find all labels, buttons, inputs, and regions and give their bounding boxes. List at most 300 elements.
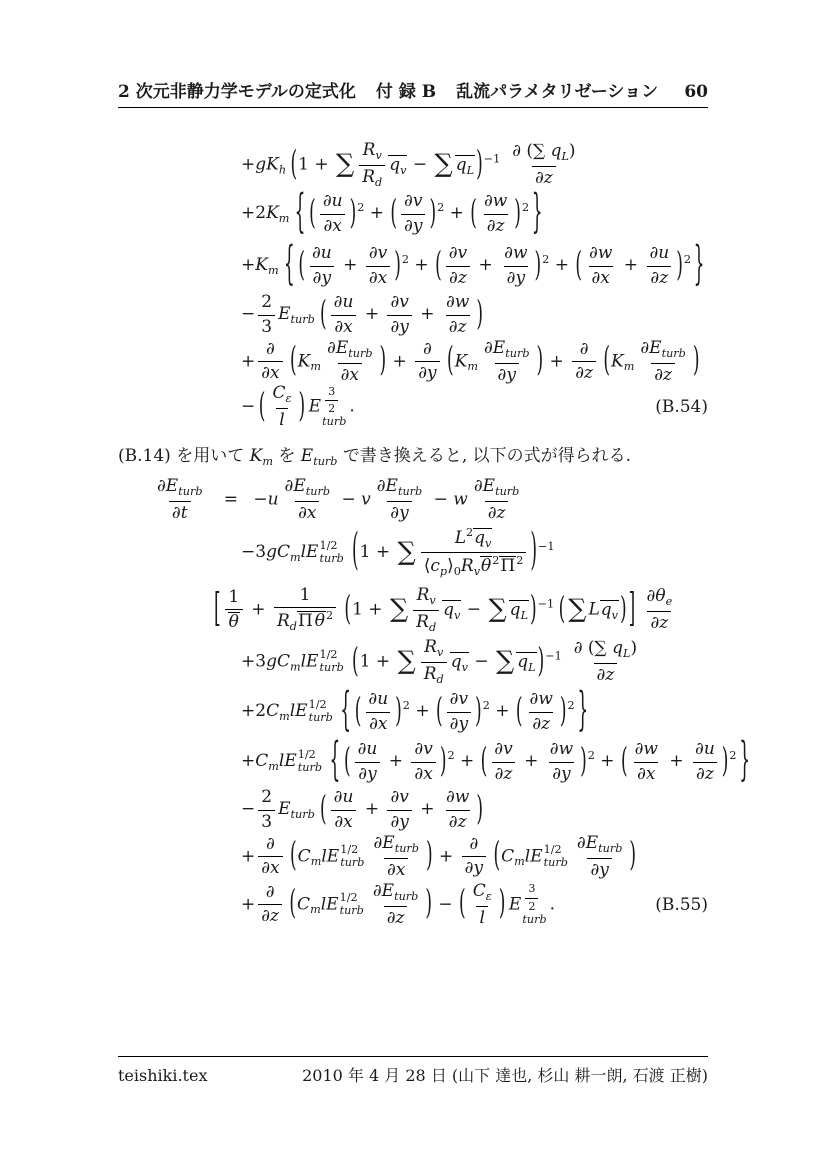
math-mov — [442, 600, 461, 622]
math-mi: l — [524, 846, 531, 867]
math-msup: 2 — [567, 699, 575, 713]
math-fd — [492, 762, 516, 784]
math-mi: K — [266, 203, 279, 224]
math-eqnum: (B.55) — [655, 895, 708, 915]
math-msup: 2 — [521, 201, 530, 215]
equation-line — [118, 441, 758, 468]
math-mdel: } — [693, 237, 705, 292]
math-mfrac — [644, 587, 676, 633]
math-msum: ∑ — [389, 594, 409, 625]
math-msum: ∑ — [434, 149, 453, 180]
math-msum: ∑ — [488, 594, 507, 625]
math-msum: ∑ — [496, 646, 515, 677]
math-mo: ∂ — [157, 476, 166, 497]
math-mi: x — [600, 267, 610, 288]
math-mi: E — [382, 833, 395, 854]
math-mfrac — [258, 293, 275, 336]
math-mi: u — [267, 489, 279, 510]
math-mdel: ( — [515, 691, 523, 731]
math-mss — [319, 649, 343, 675]
math-mi: v — [399, 787, 409, 808]
math-fn — [481, 339, 533, 362]
math-fd — [421, 552, 527, 578]
math-mdel: ) — [476, 294, 483, 334]
math-mo: ∂ — [464, 858, 474, 879]
page-number: 60 — [684, 82, 708, 102]
math-fd — [587, 858, 611, 880]
math-mo: ∂ — [390, 502, 400, 523]
math-mi: w — [454, 787, 470, 808]
math-mi: y — [367, 763, 377, 784]
math-mi: E — [492, 338, 506, 359]
math-ssb: turb — [543, 855, 568, 869]
math-mdel: ) — [395, 691, 402, 731]
math-fn — [387, 293, 411, 314]
math-fn — [269, 384, 294, 407]
math-mfrac — [225, 588, 243, 632]
math-mfrac — [370, 834, 422, 880]
math-mo: ∂ — [445, 787, 455, 808]
math-mi: E — [308, 396, 322, 417]
math-fn — [509, 142, 578, 165]
math-mss — [319, 540, 343, 566]
math-mi: θ — [655, 586, 666, 607]
math-fd — [476, 906, 487, 928]
math-mdel: ( — [470, 193, 477, 233]
math-mo: ∂ — [266, 834, 275, 855]
math-mdel: ) — [498, 883, 506, 924]
math-fd — [504, 266, 528, 288]
math-mi: y — [321, 267, 332, 288]
math-mo: 1 — [299, 585, 311, 606]
math-mi: y — [399, 502, 409, 523]
math-mfrac — [470, 882, 495, 928]
math-mi: θ — [314, 611, 326, 632]
math-msub: d — [375, 175, 383, 189]
math-mo: − — [241, 396, 256, 417]
math-fn — [632, 740, 661, 761]
math-eqline — [213, 586, 678, 634]
math-msub: v — [461, 660, 468, 674]
math-fd — [532, 166, 556, 188]
math-msub: v — [429, 593, 436, 607]
math-mi: z — [457, 267, 467, 288]
math-mo: +2 — [241, 701, 267, 722]
math-mo: ∂ — [386, 907, 396, 928]
math-mi: w — [597, 243, 613, 264]
math-mo: ∂ — [649, 243, 659, 264]
math-mfrac — [274, 586, 336, 633]
math-mo: + — [241, 894, 256, 915]
math-fd — [258, 856, 282, 878]
math-mo: ∂ — [312, 243, 321, 264]
math-mi: t — [180, 502, 188, 523]
math-mfrac — [355, 740, 381, 783]
math-mi: w — [454, 292, 470, 313]
math-mi: E — [306, 542, 319, 563]
math-mdel: { — [283, 237, 295, 292]
math-mo: ∂ — [390, 316, 400, 337]
math-mo: ∂ — [284, 476, 294, 497]
math-mi: u — [377, 689, 389, 710]
math-fd — [525, 898, 538, 914]
math-msub: v — [400, 163, 407, 177]
math-mdel: ) — [530, 589, 537, 629]
math-mi: E — [482, 476, 496, 497]
math-mo: ∂ — [596, 664, 606, 685]
math-mo: ∂ — [506, 267, 516, 288]
math-fn — [370, 834, 422, 857]
math-mi: v — [412, 191, 423, 212]
math-mi: z — [541, 713, 551, 734]
math-eqline — [241, 237, 705, 292]
math-mi: E — [306, 651, 319, 672]
math-mi: C — [472, 881, 486, 902]
math-mi: l — [321, 846, 327, 867]
math-fd — [693, 762, 717, 784]
math-mi: K — [266, 154, 279, 175]
math-mo: = — [223, 489, 239, 510]
math-mo: ∂ — [646, 586, 656, 607]
math-mo: − — [432, 894, 459, 915]
math-fn — [387, 788, 411, 809]
math-fn — [466, 835, 481, 856]
math-fd — [651, 363, 675, 385]
math-mdel: ) — [530, 525, 538, 578]
equation-line — [118, 583, 708, 637]
math-mdel: ( — [309, 193, 316, 233]
math-msub: v — [473, 564, 481, 578]
math-mfrac — [574, 834, 626, 880]
math-ssp: 1/2 — [543, 843, 562, 857]
math-mi: K — [255, 255, 268, 276]
math-mi: x — [343, 811, 353, 832]
math-mi: C — [272, 383, 286, 404]
math-mdel: ( — [447, 340, 454, 381]
math-mo: ∂ — [414, 763, 424, 784]
math-mdel: ] — [628, 585, 636, 632]
math-mfrac — [325, 386, 338, 416]
math-mss — [522, 883, 546, 926]
math-msup: 2 — [401, 253, 409, 267]
math-msup: −1 — [545, 649, 562, 663]
math-ssb: turb — [308, 711, 333, 724]
math-fn — [154, 477, 206, 500]
math-ssb: turb — [297, 761, 323, 774]
math-mo: 1 — [228, 586, 240, 607]
math-mi: R — [416, 611, 429, 632]
math-fd — [384, 906, 408, 928]
math-msub: v — [375, 148, 382, 162]
math-mi: w — [492, 191, 508, 212]
math-fn — [644, 587, 676, 610]
math-mfrac — [401, 192, 425, 235]
math-ssb: turb — [322, 414, 347, 428]
math-mi: z — [457, 316, 467, 337]
math-mo: ∂ — [487, 502, 497, 523]
math-mo: − — [468, 651, 495, 672]
math-fd — [258, 810, 275, 832]
math-mi: u — [320, 243, 332, 264]
math-mi: R — [416, 585, 430, 606]
math-mo: ∂ — [449, 267, 458, 288]
math-msub: turb — [505, 347, 530, 361]
math-mo: ∂ — [372, 881, 382, 902]
math-msum: ∑ — [397, 646, 416, 677]
math-mo: ∂ — [486, 215, 496, 236]
math-mi: x — [332, 215, 342, 236]
math-mi: z — [704, 763, 714, 784]
math-mi: θ — [481, 556, 492, 577]
math-mi: g — [266, 542, 277, 563]
math-msum: ∑ — [397, 537, 416, 568]
math-mi: K — [297, 351, 311, 372]
math-mfrac — [692, 740, 718, 783]
math-mo: + — [473, 255, 499, 276]
math-ssb: turb — [319, 661, 344, 674]
math-msub: m — [279, 710, 290, 724]
math-mo: 2 — [328, 402, 336, 416]
math-msum: ∑ — [568, 594, 587, 625]
math-msup: 2 — [729, 749, 737, 763]
math-mo: 3 — [261, 811, 273, 832]
math-mi: v — [503, 739, 513, 760]
math-msub: d — [428, 620, 437, 634]
math-mi: C — [501, 846, 515, 867]
math-mdel: } — [531, 185, 543, 240]
math-mdel: ) — [580, 741, 587, 781]
math-fd — [387, 810, 411, 832]
math-fd — [415, 361, 439, 383]
math-mi: C — [276, 542, 290, 563]
math-msub: L — [520, 608, 529, 622]
math-mo: ∂ — [448, 243, 458, 264]
math-fd — [634, 762, 658, 784]
math-msup: 2 — [466, 526, 474, 540]
math-mo: ∂ — [266, 339, 275, 360]
math-mo: ∂ — [449, 713, 459, 734]
math-msub: v — [611, 608, 618, 622]
math-mss — [340, 844, 364, 870]
math-mo: ∂ — [445, 292, 455, 313]
math-mo: + — [359, 304, 385, 325]
math-mo: + — [337, 255, 363, 276]
math-mov — [297, 611, 314, 631]
math-mo: ∂ — [473, 476, 483, 497]
math-mo: ∂ — [575, 363, 584, 384]
math-mo: + — [433, 846, 459, 867]
math-msub: p — [439, 564, 448, 578]
math-mdel: ) — [425, 835, 433, 876]
math-mi: y — [599, 859, 609, 880]
math-fd — [529, 712, 553, 734]
math-mo: ∂ — [261, 363, 271, 384]
math-mfrac — [421, 527, 527, 578]
math-mi: q — [612, 638, 623, 659]
math-eqline — [241, 882, 555, 928]
math-mo: ∂ — [404, 215, 413, 236]
math-mo: ∂ — [695, 739, 704, 760]
math-mo: ∂ — [387, 859, 396, 880]
math-mo: +3 — [241, 651, 267, 672]
math-mdel: } — [577, 683, 589, 738]
math-mdel: } — [739, 733, 751, 788]
math-msub: turb — [305, 485, 331, 499]
math-mov — [450, 652, 469, 674]
math-mo: +2 — [241, 203, 267, 224]
math-fn — [452, 527, 496, 552]
math-mi: R — [423, 663, 437, 684]
math-msub: h — [278, 163, 287, 177]
math-fn — [297, 586, 314, 607]
math-fd — [274, 607, 336, 633]
math-msub: turb — [178, 485, 203, 499]
math-mi: x — [306, 502, 317, 523]
math-mdel: ( — [558, 591, 566, 628]
math-mo: ∂ — [357, 739, 367, 760]
math-fd — [495, 363, 519, 385]
math-msup: 2 — [326, 609, 334, 623]
math-fn — [470, 882, 495, 905]
math-mi: C — [255, 751, 269, 772]
math-mo: ∂ — [483, 191, 493, 212]
math-mo: ∂ — [576, 833, 586, 854]
math-fn — [360, 141, 385, 164]
math-fn — [577, 340, 592, 361]
math-eqline — [241, 788, 484, 831]
equation-line — [118, 237, 708, 292]
math-mi: K — [249, 446, 263, 466]
math-mss — [298, 749, 322, 775]
math-mfrac — [258, 788, 275, 831]
math-fd — [310, 266, 334, 288]
math-mo: + — [364, 203, 390, 224]
equation-line — [118, 881, 708, 929]
footer-filename: teishiki.tex — [118, 1066, 208, 1085]
math-ssp: 1/2 — [319, 648, 338, 662]
math-mi: g — [266, 651, 277, 672]
math-mdel: ( — [575, 245, 583, 285]
math-mo: + — [241, 255, 256, 276]
math-mdel: ) — [425, 883, 432, 924]
math-mi: C — [297, 894, 311, 915]
math-mo: ∂ — [591, 267, 601, 288]
math-mr: (B.14) を用いて — [118, 446, 250, 466]
math-mdel: ( — [480, 741, 488, 781]
math-mfrac — [586, 244, 615, 287]
math-mov — [600, 600, 619, 622]
math-mi: w — [512, 243, 528, 264]
equation-line — [118, 683, 708, 738]
math-mi: E — [649, 338, 662, 359]
math-fn — [374, 477, 426, 500]
math-mo: Π — [297, 611, 313, 632]
math-mfrac — [462, 835, 486, 878]
math-mo: ∂ — [650, 267, 660, 288]
math-mo: ∂ — [590, 859, 600, 880]
math-mo: ∂ — [418, 363, 428, 384]
math-eqline — [241, 293, 484, 336]
math-msub: L — [622, 647, 631, 661]
math-eqline — [118, 441, 631, 468]
math-mi: l — [279, 409, 285, 430]
math-fn — [258, 788, 275, 809]
math-mfrac — [446, 244, 470, 287]
math-msub: v — [454, 608, 461, 622]
math-mfrac — [471, 477, 523, 523]
math-mdel: ) — [476, 144, 483, 184]
math-mi: E — [165, 476, 179, 497]
math-mdel: ) — [514, 193, 521, 233]
math-mi: l — [320, 894, 327, 915]
math-fn — [574, 834, 626, 857]
math-mo: + — [518, 751, 544, 772]
math-mi: R — [362, 140, 376, 161]
math-mi: z — [659, 612, 669, 633]
math-mfrac — [258, 883, 282, 926]
math-eqline — [241, 384, 355, 430]
math-mi: E — [295, 701, 308, 722]
math-msub: 0 — [453, 564, 461, 578]
math-mi: E — [293, 476, 306, 497]
math-mdel: { — [329, 733, 341, 788]
math-mfrac — [258, 340, 282, 383]
math-mdel: ( — [493, 835, 501, 876]
math-fn — [309, 244, 335, 265]
math-mfrac — [481, 192, 510, 235]
math-fd — [359, 165, 385, 189]
math-mi: x — [377, 267, 388, 288]
math-mi: w — [558, 739, 574, 760]
math-mi: y — [561, 763, 571, 784]
equation-line — [118, 733, 751, 788]
math-mo: −3 — [241, 542, 267, 563]
math-mo: ∂ — [261, 858, 271, 879]
math-mo: ∂ — [449, 689, 459, 710]
math-mo: + — [414, 304, 440, 325]
math-mo: + — [549, 255, 575, 276]
math-mo: ∂ — [552, 763, 562, 784]
math-mi: u — [703, 739, 715, 760]
math-mi: y — [473, 858, 484, 879]
math-fn — [571, 639, 640, 662]
math-mss — [340, 892, 364, 918]
math-msub: m — [268, 760, 279, 774]
math-fd — [572, 361, 596, 383]
math-mdel: ) — [536, 340, 544, 381]
math-mo: + — [359, 799, 385, 820]
math-mo: . — [549, 894, 556, 915]
math-mfrac — [571, 639, 640, 685]
math-mi: E — [284, 751, 297, 772]
math-fn — [331, 788, 357, 809]
math-msup: 2 — [357, 201, 365, 215]
body-paragraph — [118, 441, 758, 468]
math-fn — [421, 638, 446, 661]
math-mo: ) — [630, 638, 638, 659]
math-mdel: ( — [459, 883, 466, 924]
math-mdel: ( — [344, 589, 352, 629]
math-mdel: ) — [379, 340, 387, 381]
math-mss — [309, 699, 333, 725]
math-fn — [225, 588, 242, 609]
math-fn — [443, 788, 472, 809]
math-mo: + — [241, 154, 256, 175]
equation-line — [118, 383, 708, 430]
math-mo: ∂ — [484, 338, 493, 359]
math-mo: ∂ — [534, 167, 544, 188]
math-msub: ε — [285, 392, 292, 406]
